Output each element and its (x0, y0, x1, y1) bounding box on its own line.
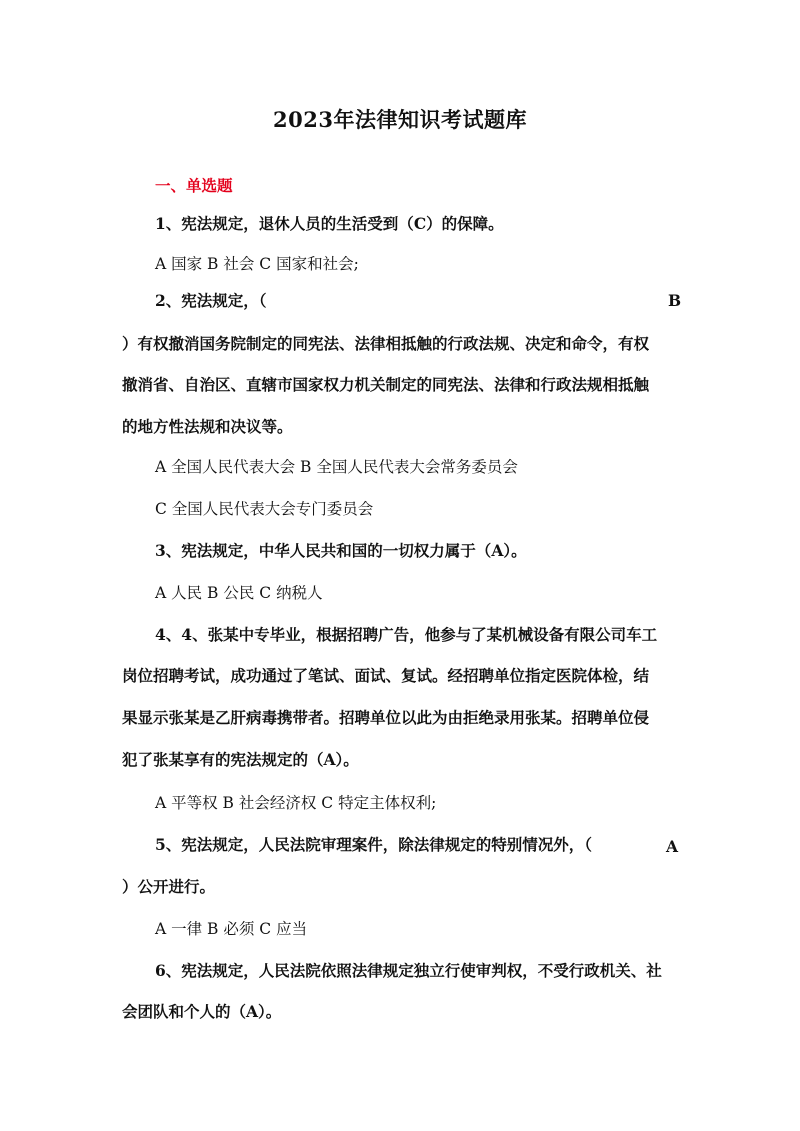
question-3 (155, 540, 527, 562)
question-number: 3 (155, 541, 166, 560)
answer-letter: A (491, 541, 504, 560)
document-title: 2023年法律知识考试题库 (273, 107, 527, 132)
question-4-line-2: 岗位招聘考试，成功通过了笔试、面试、复试。经招聘单位指定医院体检，结 (122, 666, 650, 685)
question-2-line-4: 的地方性法规和决议等。 (122, 417, 293, 436)
answer-letter: B (668, 291, 682, 310)
question-2-options: A 全国人民代表大会 B 全国人民代表大会常务委员会 (155, 458, 518, 476)
question-text: ）。 (258, 1002, 282, 1021)
question-4-line-3: 果显示张某是乙肝病毒携带者。招聘单位以此为由拒绝录用张某。招聘单位侵 (122, 708, 650, 727)
question-text: ）。 (503, 541, 527, 560)
question-3-options: A 人民 B 公民 C 纳税人 (155, 584, 323, 602)
question-text: 会团队和个人的（ (122, 1002, 247, 1021)
question-number: 2 (155, 291, 166, 310)
answer-letter: C (413, 214, 427, 233)
answer-letter: A (246, 1002, 259, 1021)
question-text: ）的保障。 (426, 214, 504, 233)
question-5-line-2: ）公开进行。 (122, 877, 216, 896)
question-1 (155, 213, 504, 235)
question-2 (155, 290, 267, 312)
question-1-options: A 国家 B 社会 C 国家和社会; (155, 255, 359, 273)
question-text: 、宪法规定，中华人民共和国的一切权力属于（ (165, 541, 492, 560)
question-number: 1 (155, 214, 166, 233)
answer-letter: A (323, 750, 336, 769)
question-text: 、宪法规定，（ (165, 291, 267, 310)
question-2-line-2: ）有权撤消国务院制定的同宪法、法律相抵触的行政法规、决定和命令，有权 (122, 334, 650, 353)
question-4 (155, 624, 657, 646)
question-2-line-3: 撤消省、自治区、直辖市国家权力机关制定的同宪法、法律和行政法规相抵触 (122, 375, 650, 394)
question-text: 、宪法规定，退休人员的生活受到（ (165, 214, 414, 233)
question-6-line-2 (122, 1001, 281, 1023)
question-text: 、4、张某中专毕业，根据招聘广告，他参与了某机械设备有限公司车工 (165, 625, 658, 644)
question-2-options: C 全国人民代表大会专门委员会 (155, 500, 374, 518)
question-number: 4 (155, 625, 166, 644)
question-5-options: A 一律 B 必须 C 应当 (155, 920, 308, 938)
question-4-options: A 平等权 B 社会经济权 C 特定主体权利; (155, 794, 437, 812)
question-text: ）。 (335, 750, 359, 769)
question-text: 犯了张某享有的宪法规定的（ (122, 750, 324, 769)
answer-letter: A (666, 837, 679, 856)
question-4-line-4 (122, 749, 359, 771)
question-text: 、宪法规定，人民法院审理案件，除法律规定的特别情况外，（ (165, 835, 593, 854)
question-number: 5 (155, 835, 166, 854)
question-6: 6、宪法规定，人民法院依照法律规定独立行使审判权，不受行政机关、社 (155, 961, 662, 980)
section-heading: 一、单选题 (155, 176, 233, 195)
question-5 (155, 834, 592, 856)
